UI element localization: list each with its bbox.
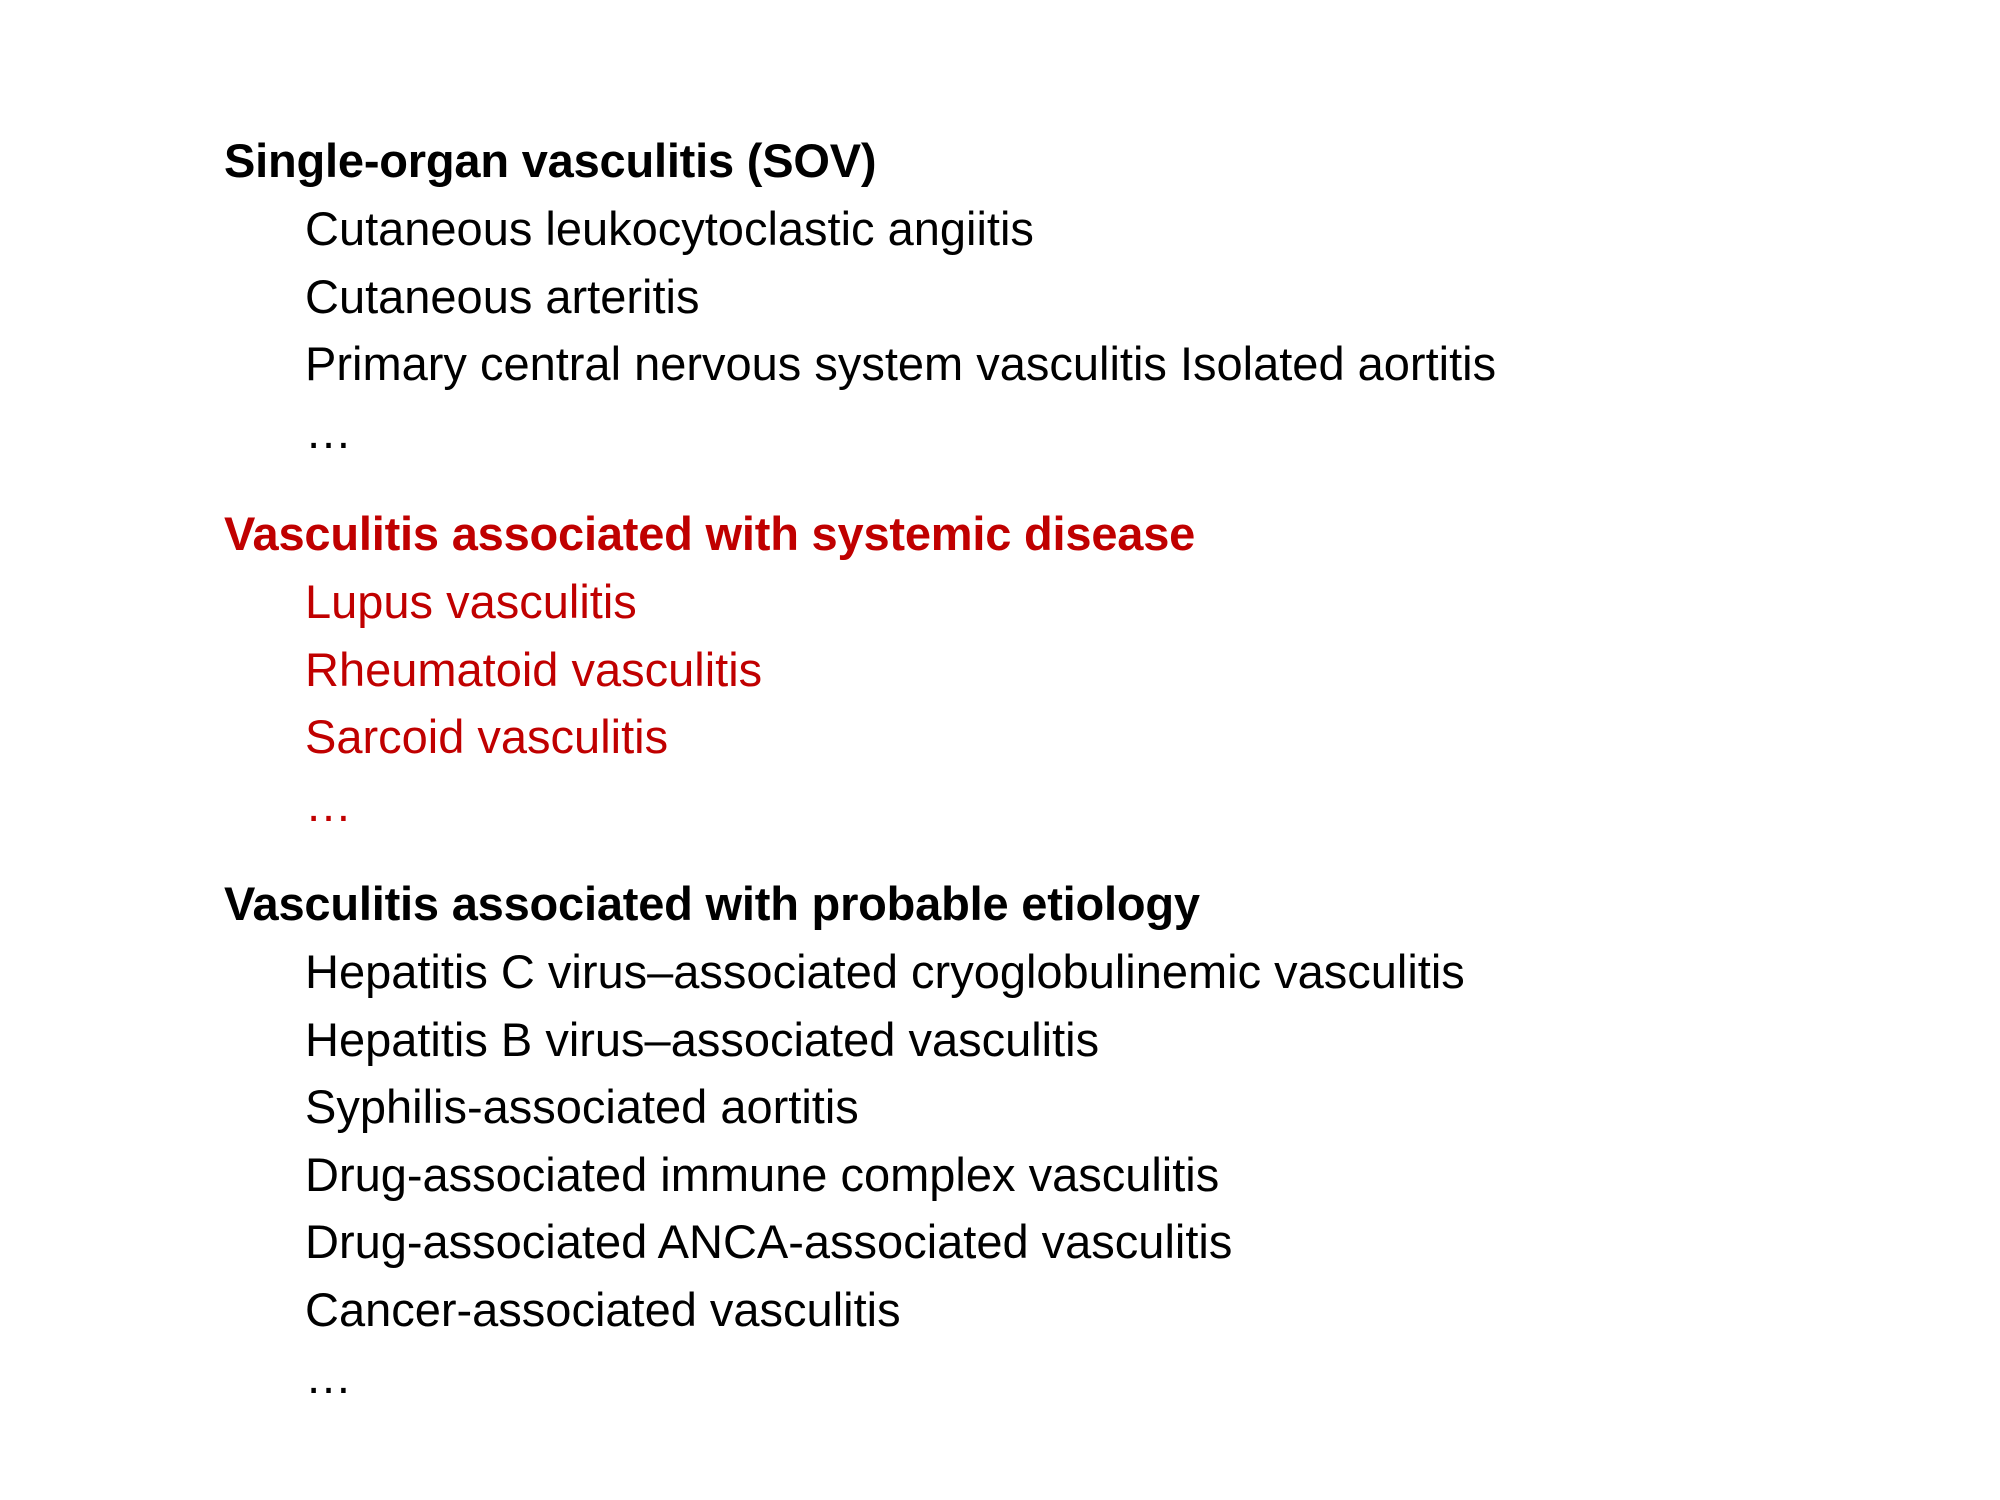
section-heading: Vasculitis associated with probable etiology: [224, 877, 1200, 930]
list-item: Primary central nervous system vasculitis Isolated aortitis: [305, 337, 1497, 390]
list-item-ellipsis: …: [305, 777, 352, 831]
list-item: Cutaneous arteritis: [305, 269, 700, 323]
section-heading: Vasculitis associated with systemic disease: [224, 507, 1196, 560]
list-item-ellipsis: …: [305, 404, 352, 458]
list-item: Sarcoid vasculitis: [305, 710, 669, 763]
list-item: Drug-associated ANCA-associated vasculitis: [305, 1215, 1233, 1268]
list-item: Rheumatoid vasculitis: [305, 642, 763, 696]
section-single-organ-vasculitis: [224, 127, 1924, 465]
list-item-ellipsis: …: [305, 1350, 352, 1403]
section-probable-etiology-vasculitis: [224, 870, 1924, 1411]
list-item: Hepatitis B virus–associated vasculitis: [305, 1012, 1100, 1066]
list-item: Cancer-associated vasculitis: [305, 1282, 901, 1336]
list-item: Syphilis-associated aortitis: [305, 1080, 859, 1133]
section-systemic-disease-vasculitis: [224, 500, 1924, 838]
section-heading: Single-organ vasculitis (SOV): [224, 134, 877, 187]
list-item: Drug-associated immune complex vasculitis: [305, 1147, 1220, 1201]
list-item: Hepatitis C virus–associated cryoglobulinemic vasculitis: [305, 945, 1465, 998]
list-item: Lupus vasculitis: [305, 575, 637, 628]
list-item: Cutaneous leukocytoclastic angiitis: [305, 202, 1034, 255]
